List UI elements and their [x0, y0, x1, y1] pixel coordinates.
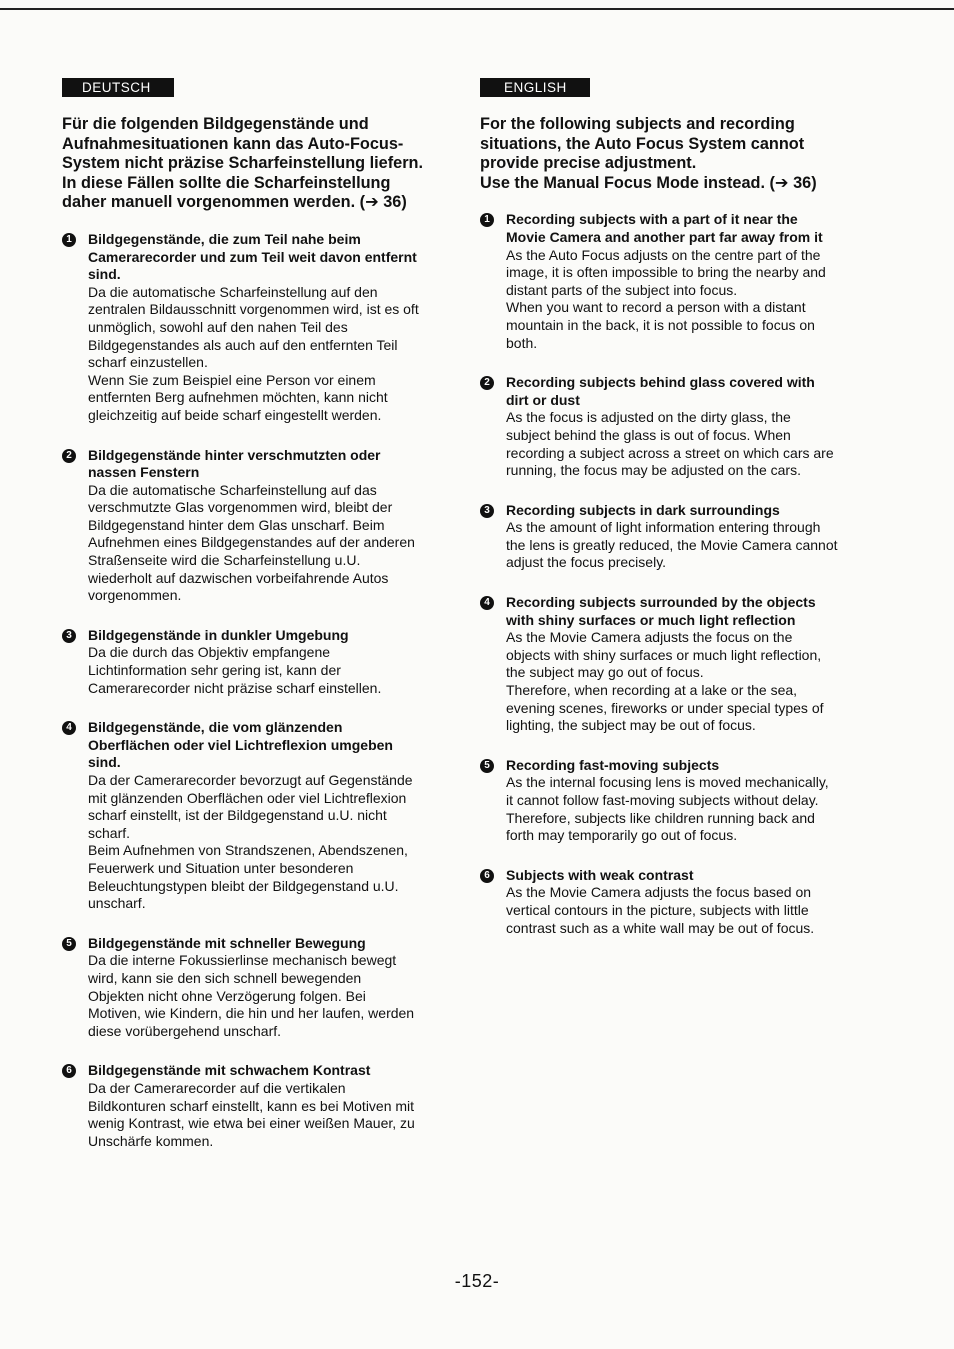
item-title: Bildgegenstände mit schneller Bewegung — [88, 934, 366, 951]
list-item — [480, 757, 852, 845]
list-item — [480, 594, 852, 735]
item-title: Subjects with weak contrast — [506, 866, 694, 883]
list-item — [62, 627, 434, 697]
list-item — [480, 374, 852, 480]
language-tab-deutsch: DEUTSCH — [62, 78, 174, 97]
item-number-badge: 2 — [480, 376, 494, 390]
item-title: Recording subjects in dark surroundings — [506, 501, 780, 518]
list-item — [480, 502, 852, 572]
item-number-badge: 3 — [480, 504, 494, 518]
item-title: Recording subjects behind glass covered with dirt or dust — [506, 374, 815, 408]
item-body: As the Movie Camera adjusts the focus on the objects with shiny surfaces or much light reflection, the subject may go out of focus. Therefore, when recording at a lake or the sea, evening scenes, fireworks or under special types of lighting, the subject may be out of focus. — [506, 629, 824, 734]
english-heading: For the following subjects and recording situations, the Auto Focus System cannot provide precise adjustment. Use the Manual Focus Mode instead. (➔ 36) — [480, 115, 817, 192]
item-number-badge: 5 — [62, 937, 76, 951]
item-body: As the Auto Focus adjusts on the centre part of the image, it is often impossible to bring the nearby and distant parts of the subject into focus. When you want to record a person with a distant mountain in the back, it is not possible to focus on both. — [506, 246, 826, 351]
list-item — [62, 447, 434, 605]
item-number-badge: 1 — [480, 213, 494, 227]
item-title: Bildgegenstände, die vom glänzenden Oberflächen oder viel Lichtreflexion umgeben sind. — [88, 719, 393, 771]
item-body: Da der Camerarecorder auf die vertikalen Bildkonturen scharf einstellt, kann es bei Motiven mit wenig Kontrast, wie etwa bei einer weißen Mauer, zu Unschärfe kommen. — [88, 1079, 415, 1149]
item-body: Da der Camerarecorder bevorzugt auf Gegenstände mit glänzenden Oberflächen oder viel Lichtreflexion scharf einstellt, ist der Bildgegenstand u.U. nicht scharf. Beim Aufnehmen von Strandszenen, Abendszenen, Feuerwerk und Situation unter besonderen Beleuchtungstypen bleibt der Bildgegenstand u.U. unscharf. — [88, 772, 413, 912]
item-body: As the Movie Camera adjusts the focus based on vertical contours in the picture, subjects with little contrast such as a white wall may be out of focus. — [506, 884, 815, 936]
item-title: Bildgegenstände in dunkler Umgebung — [88, 626, 349, 643]
item-body: Da die automatische Scharfeinstellung auf den zentralen Bildausschnitt vorgenommen wird, ist es oft unmöglich, sowohl auf den nahen Teil des Bildgegenstandes als auch auf den entfernten Teil scharf einzustellen. Wenn Sie zum Beispiel eine Person vor einem entfernten Berg aufnehmen möchten, kann nicht gleichzeitig auf beide scharf eingestellt werden. — [88, 283, 419, 423]
english-column — [480, 78, 852, 937]
top-rule — [0, 8, 954, 10]
item-number-badge: 3 — [62, 629, 76, 643]
item-body: As the amount of light information entering through the lens is greatly reduced, the Movie Camera cannot adjust the focus precisely. — [506, 519, 838, 571]
item-number-badge: 2 — [62, 449, 76, 463]
item-body: Da die interne Fokussierlinse mechanisch bewegt wird, kann sie den sich schnell bewegenden Objekten nicht ohne Verzögerung folgen. Bei Motiven, wie Kindern, die hin und her laufen, werden diese vorübergehend unscharf. — [88, 952, 415, 1039]
page-number: -152- — [454, 1271, 500, 1291]
item-number-badge: 5 — [480, 759, 494, 773]
list-item — [480, 867, 852, 937]
item-body: Da die durch das Objektiv empfangene Lichtinformation sehr gering ist, kann der Camerarecorder nicht präzise scharf einstellen. — [88, 644, 382, 696]
item-title: Recording subjects with a part of it near the Movie Camera and another part far away from it — [506, 211, 823, 245]
list-item — [62, 1062, 434, 1150]
item-title: Recording subjects surrounded by the objects with shiny surfaces or much light reflection — [506, 594, 816, 628]
list-item — [62, 935, 434, 1041]
item-number-badge: 4 — [62, 721, 76, 735]
item-body: Da die automatische Scharfeinstellung auf das verschmutzte Glas vorgenommen wird, bleibt der Bildgegenstand hinter dem Glas unscharf. Beim Aufnehmen eines Bildgegenstandes auf der anderen Straßenseite wird die Scharfeinstellung u.U. wiederholt auf dazwischen vorbeifahrende Autos vorgenommen. — [88, 481, 415, 604]
item-body: As the focus is adjusted on the dirty glass, the subject behind the glass is out of focus. When recording a subject across a street on which cars are running, the focus may be adjusted on the cars. — [506, 409, 834, 479]
deutsch-column — [62, 78, 434, 1150]
item-title: Bildgegenstände hinter verschmutzten oder nassen Fenstern — [88, 446, 381, 481]
list-item — [480, 211, 852, 352]
list-item — [62, 719, 434, 913]
language-tab-english: ENGLISH — [480, 78, 590, 97]
item-title: Bildgegenstände mit schwachem Kontrast — [88, 1062, 371, 1079]
list-item — [62, 231, 434, 425]
item-number-badge: 4 — [480, 596, 494, 610]
item-title: Bildgegenstände, die zum Teil nahe beim Camerarecorder und zum Teil weit davon entfernt sind. — [88, 230, 417, 283]
item-body: As the internal focusing lens is moved mechanically, it cannot follow fast-moving subjects without delay. Therefore, subjects like children running back and forth may temporarily go out of focus. — [506, 774, 829, 844]
item-number-badge: 6 — [480, 869, 494, 883]
deutsch-heading: Für die folgenden Bildgegenstände und Aufnahmesituationen kann das Auto-Focus- System nicht präzise Scharfeinstellung liefern. In diese Fällen sollte die Scharfeinstellung daher manuell vorgenommen werden. (➔ 36) — [62, 115, 424, 212]
item-number-badge: 6 — [62, 1064, 76, 1078]
item-title: Recording fast-moving subjects — [506, 756, 720, 773]
item-number-badge: 1 — [62, 233, 76, 247]
